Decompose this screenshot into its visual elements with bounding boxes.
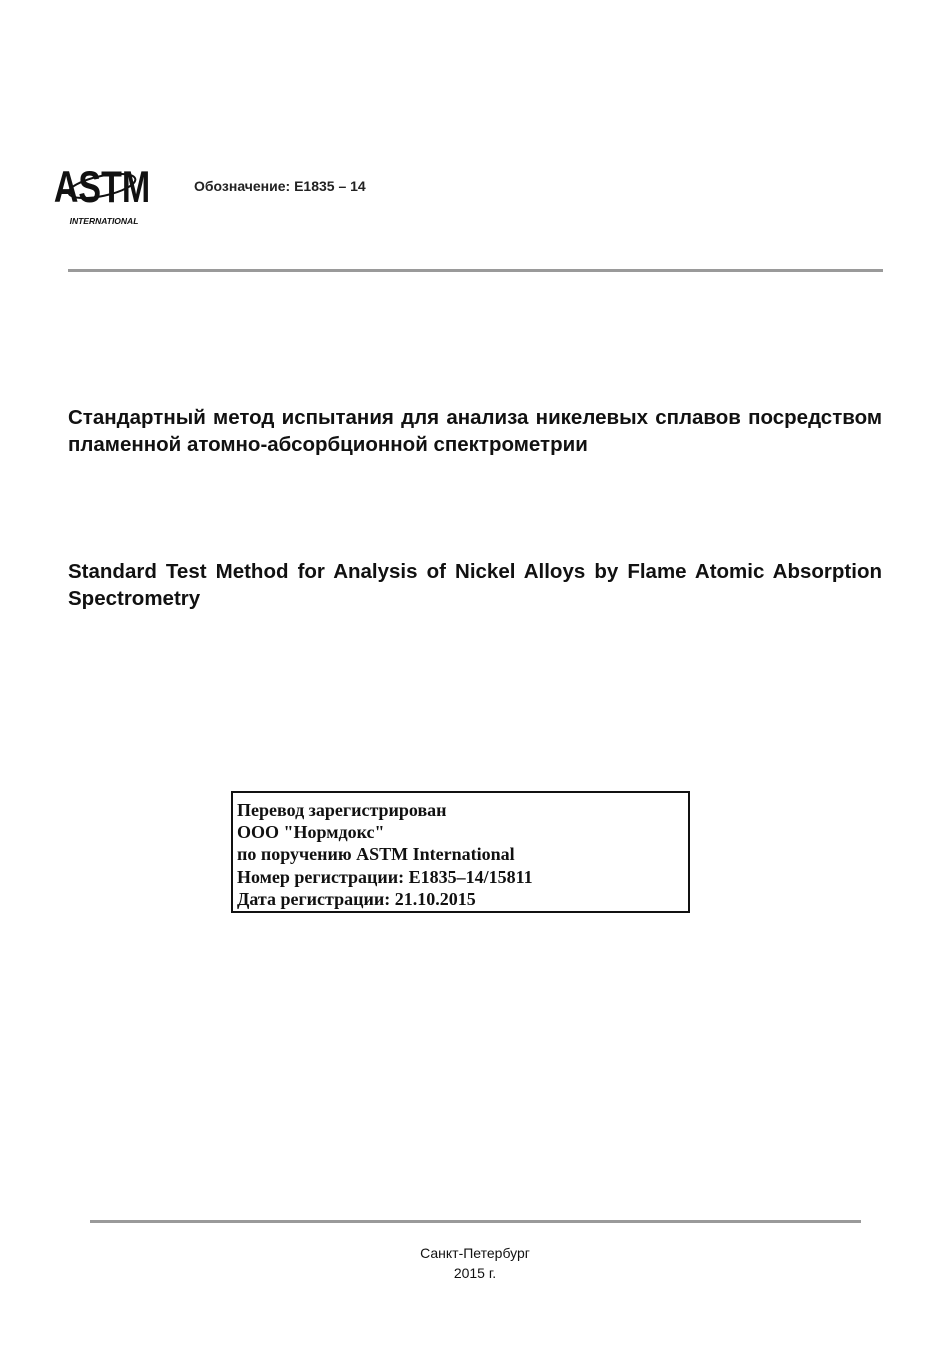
footer-year: 2015 г. <box>453 1265 497 1281</box>
svg-text:ASTM: ASTM <box>53 162 151 213</box>
title-english: Standard Test Method for Analysis of Nickel Alloys by Flame Atomic Absorption Spectrometry <box>68 560 882 610</box>
registration-line: ООО "Нормдокс" <box>237 822 385 843</box>
svg-text:INTERNATIONAL: INTERNATIONAL <box>69 216 139 226</box>
designation: Обозначение: E1835 – 14 <box>194 178 366 194</box>
registration-line: Номер регистрации: E1835–14/15811 <box>237 866 533 887</box>
registration-line: Перевод зарегистрирован <box>237 800 447 820</box>
header-divider <box>68 269 883 272</box>
astm-logo <box>53 158 151 228</box>
registration-line: по поручению ASTM International <box>237 844 515 865</box>
registration-line: Дата регистрации: 21.10.2015 <box>237 888 476 909</box>
registration-box <box>231 791 690 913</box>
footer-city: Санкт-Петербург <box>420 1245 530 1261</box>
footer-divider <box>90 1220 861 1223</box>
footer <box>0 1243 950 1283</box>
title-russian: Стандартный метод испытания для анализа никелевых сплавов посредством пламенной атомно-абсорбционной спектрометрии <box>68 406 882 456</box>
